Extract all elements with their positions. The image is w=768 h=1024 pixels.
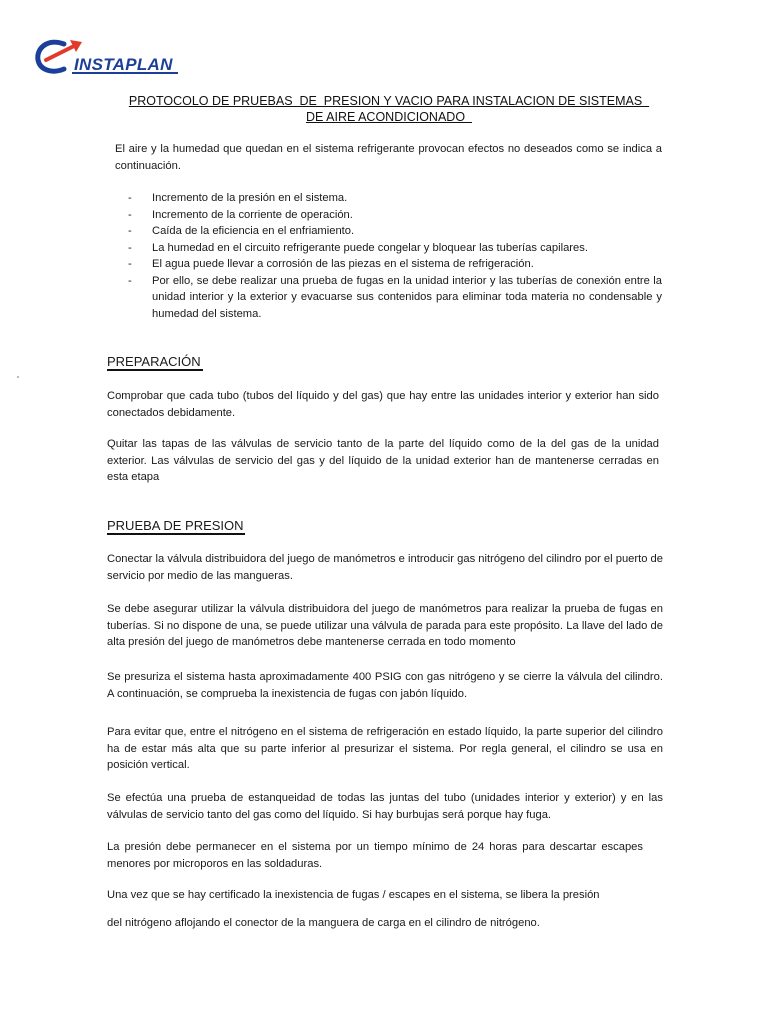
prueba-paragraph-6: La presión debe permanecer en el sistema por un tiempo mínimo de 24 horas para descartar escapes menores por microporos en las soldaduras.	[107, 841, 643, 870]
document-title	[100, 93, 678, 125]
prueba-paragraph-4: Para evitar que, entre el nitrógeno en el sistema de refrigeración en estado líquido, la parte superior del cilindro ha de estar más alta que su parte inferior al presurizar el sistema. Por regla general, el cilindro se usa en posición vertical.	[107, 726, 663, 771]
section-heading-prueba: PRUEBA DE PRESION	[107, 518, 244, 533]
bullet-dash: -	[128, 225, 132, 237]
heading-underline	[107, 369, 203, 371]
list-item	[128, 190, 662, 207]
preparacion-paragraph-2: Quitar las tapas de las válvulas de servicio tanto de la parte del líquido como de la del gas de la unidad exterior. Las válvulas de servicio del gas y del líquido de la unidad exterior han de mantenerse cerradas en esta etapa	[107, 438, 659, 483]
list-item-text: Por ello, se debe realizar una prueba de fugas en la unidad interior y las tuberías de conexión entre la unidad interior y la exterior y evacuarse sus contenidos para eliminar toda materia no condensable y humedad del sistema.	[152, 274, 662, 320]
bullet-dash: -	[128, 241, 132, 254]
prueba-paragraph-5: Se efectúa una prueba de estanqueidad de todas las juntas del tubo (unidades interior y exterior) y en las válvulas de servicio tanto del gas como del líquido. Si hay burbujas será porque hay fuga.	[107, 792, 663, 821]
list-item-text: El agua puede llevar a corrosión de las piezas en el sistema de refrigeración.	[152, 258, 534, 270]
list-item	[128, 207, 662, 224]
title-line-2: DE AIRE ACONDICIONADO	[305, 110, 472, 124]
list-item-text: Incremento de la corriente de operación.	[152, 208, 353, 221]
prueba-paragraph-2: Se debe asegurar utilizar la válvula distribuidora del juego de manómetros para realizar la prueba de fugas en tuberías. Si no dispone de una, se puede utilizar una válvula de parada para este propósito. La llave del lado de alta presión del juego de manómetros debe mantenerse cerrada en todo momento	[107, 603, 663, 648]
list-item-text: Caída de la eficiencia en el enfriamiento.	[152, 225, 355, 237]
list-item	[128, 256, 662, 273]
heading-underline	[107, 533, 245, 535]
logo-text: INSTAPLAN	[74, 55, 173, 74]
prueba-paragraph-8: del nitrógeno aflojando el conector de la manguera de carga en el cilindro de nitrógeno.	[107, 917, 540, 929]
list-item	[128, 223, 662, 240]
list-item-text: Incremento de la presión en el sistema.	[152, 192, 348, 204]
stray-mark	[17, 376, 19, 378]
bullet-dash: -	[128, 258, 132, 270]
company-logo	[34, 36, 184, 78]
bullet-dash: -	[128, 192, 132, 204]
preparacion-paragraph-1: Comprobar que cada tubo (tubos del líquido y del gas) que hay entre las unidades interior y exterior han sido conectados debidamente.	[107, 390, 659, 419]
list-item	[128, 273, 662, 323]
intro-paragraph: El aire y la humedad que quedan en el sistema refrigerante provocan efectos no deseados como se indica a continuación.	[115, 143, 662, 172]
effects-list	[128, 190, 662, 322]
prueba-paragraph-3: Se presuriza el sistema hasta aproximadamente 400 PSIG con gas nitrógeno y se cierre la válvula del cilindro. A continuación, se comprueba la inexistencia de fugas con jabón líquido.	[107, 671, 663, 700]
section-heading-preparacion: PREPARACIÓN	[107, 354, 201, 369]
prueba-paragraph-1: Conectar la válvula distribuidora del juego de manómetros e introducir gas nitrógeno del cilindro por el puerto de servicio por medio de las mangueras.	[107, 553, 663, 582]
list-item-text: La humedad en el circuito refrigerante puede congelar y bloquear las tuberías capilares.	[152, 241, 588, 254]
prueba-paragraph-7: Una vez que se hay certificado la inexistencia de fugas / escapes en el sistema, se libera la presión	[107, 889, 600, 901]
title-line-1: PROTOCOLO DE PRUEBAS DE PRESION Y VACIO PARA INSTALACION DE SISTEMAS	[128, 94, 650, 108]
list-item	[128, 240, 662, 257]
bullet-dash: -	[128, 274, 132, 287]
bullet-dash: -	[128, 208, 132, 221]
